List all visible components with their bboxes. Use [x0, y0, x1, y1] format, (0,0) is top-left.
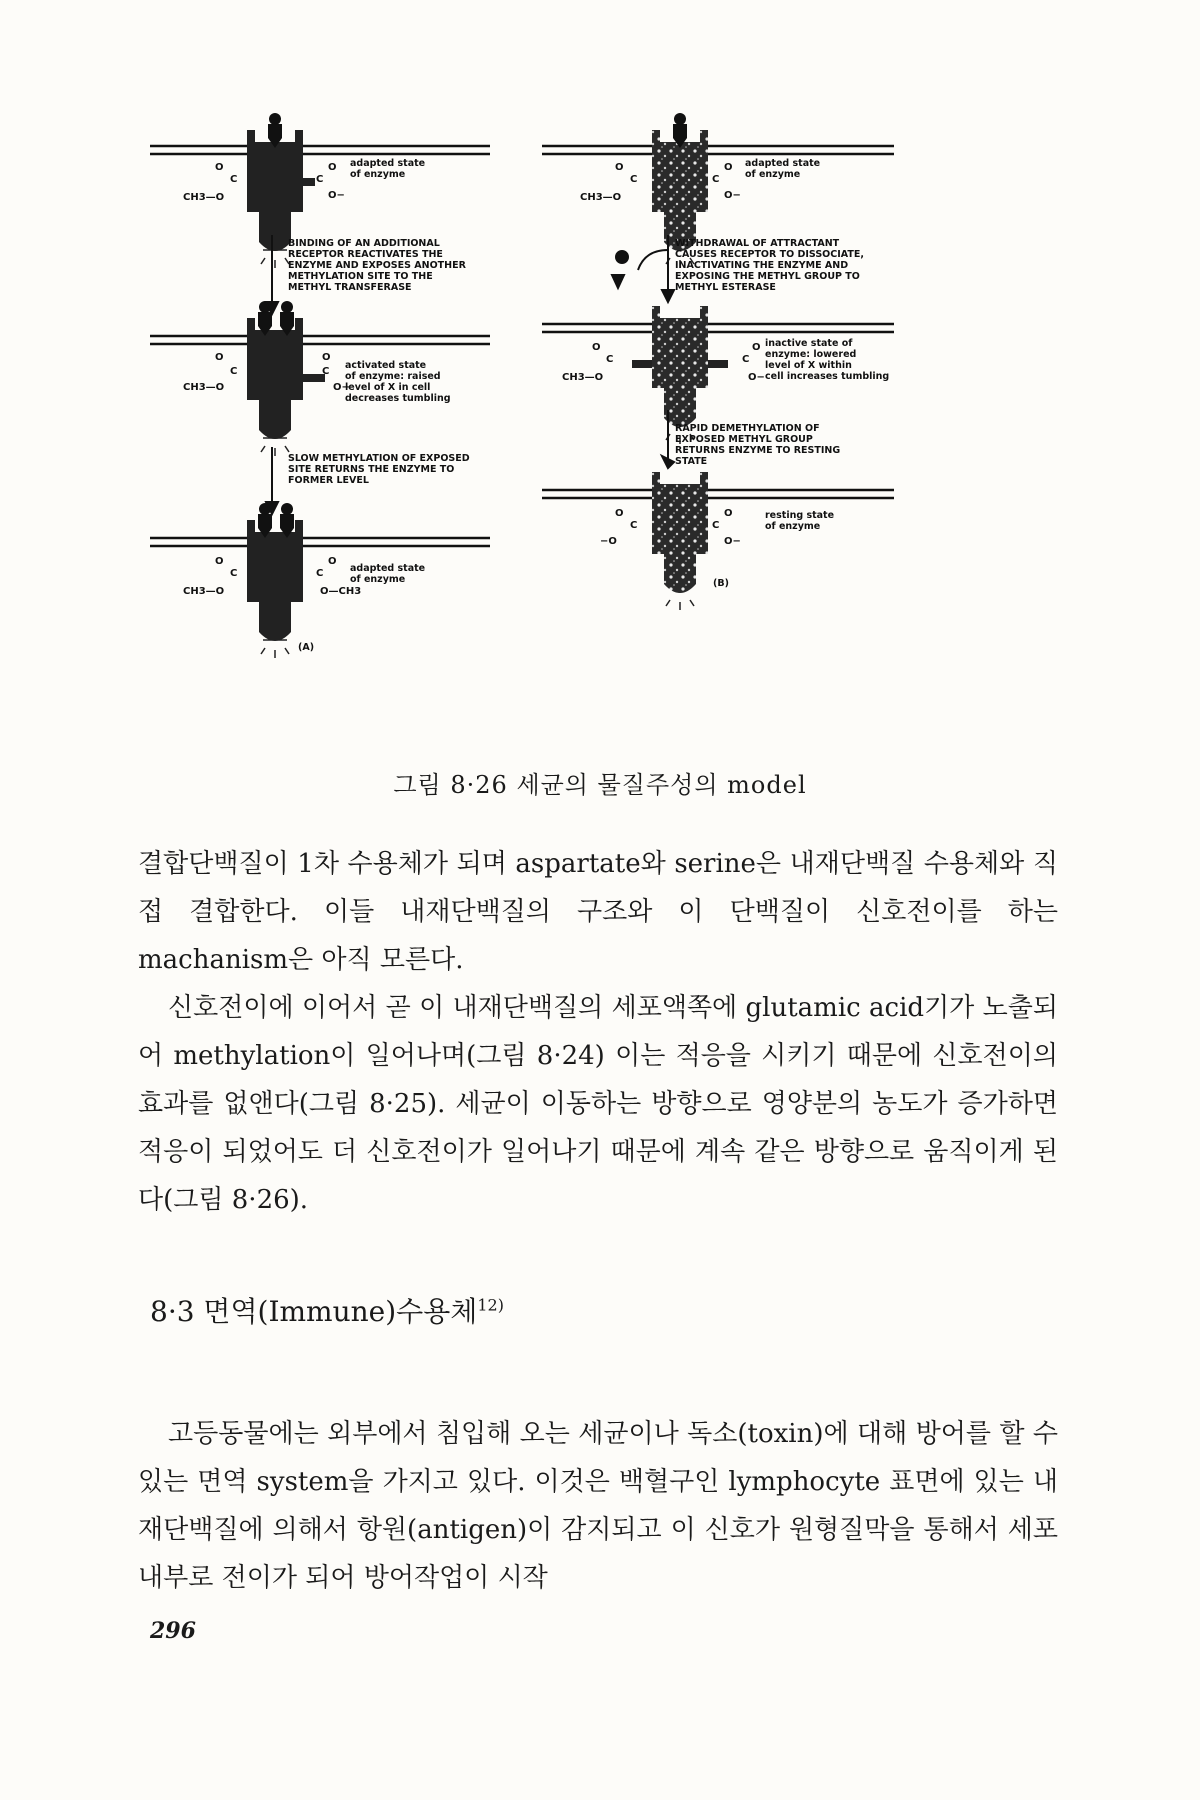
panel-a-state-3: adapted state of enzyme [350, 563, 426, 585]
chem-o: O [615, 508, 624, 519]
chem-o: O [322, 352, 331, 363]
chem-o: O [752, 342, 761, 353]
chem-o: O [328, 162, 337, 173]
section-heading-ref: 12) [477, 1295, 504, 1315]
chem-o-minus: O− [328, 190, 345, 201]
paragraph-1: 결합단백질이 1차 수용체가 되며 aspartate와 serine은 내재단백질 수용체와 직접 결합한다. 이들 내재단백질의 구조와 이 단백질이 신호전이를 하는 machanism은 아직 모른다. [138, 849, 1058, 975]
chem-ch3o: CH3—O [183, 382, 225, 393]
panel-b-enzyme-3 [652, 472, 708, 610]
chem-ch3o: CH3—O [580, 192, 622, 203]
chem-c: C [230, 568, 238, 579]
panel-b-state-1: adapted state of enzyme [745, 158, 821, 180]
chem-o-ch3: O—CH3 [320, 586, 362, 597]
chem-c: C [630, 520, 638, 531]
chem-o: O [328, 556, 337, 567]
chem-o: O [592, 342, 601, 353]
chem-c: C [230, 366, 238, 377]
chem-o: O [615, 162, 624, 173]
section-heading-text: 8·3 면역(Immune)수용체 [150, 1295, 478, 1328]
chem-c: C [742, 354, 750, 365]
panel-a-state-2: activated state of enzyme: raised level of X in cell decreases tumbling [345, 360, 451, 404]
panel-a-enzyme-3 [247, 503, 303, 658]
panel-a-membranes [150, 146, 490, 546]
panel-a-step-2: SLOW METHYLATION OF EXPOSED SITE RETURNS THE ENZYME TO FORMER LEVEL [288, 453, 470, 486]
figure-caption: 그림 8·26 세균의 물질주성의 model [393, 771, 807, 799]
chem-o: O [724, 162, 733, 173]
paragraph-2: 신호전이에 이어서 곧 이 내재단백질의 세포액쪽에 glutamic acid기가 노출되어 methylation이 일어나며(그림 8·24) 이는 적응을 시키기 때문에 신호전이의 효과를 없앤다(그림 8·25). 세균이 이동하는 방향으로 영양분의 농도가 증가하면 적응이 되었어도 더 신호전이가 일어나기 때문에 계속 같은 방향으로 움직이게 된다(그림 8·26). [138, 993, 1058, 1215]
paragraph-3: 고등동물에는 외부에서 침입해 오는 세균이나 독소(toxin)에 대해 방어를 할 수 있는 면역 system을 가지고 있다. 이것은 백혈구인 lymphocyte 표면에 있는 내재단백질에 의해서 항원(antigen)이 감지되고 이 신호가 원형질막을 통해서 세포 내부로 전이가 되어 방어작업이 시작 [138, 1419, 1058, 1593]
chem-minus-o: −O [600, 536, 617, 547]
chem-c: C [712, 174, 720, 185]
figure-drawing [150, 110, 1050, 760]
chem-o-minus: O− [748, 372, 765, 383]
section-heading [150, 1290, 504, 1330]
chem-c: C [316, 568, 324, 579]
panel-b-step-1: WITHDRAWAL OF ATTRACTANT CAUSES RECEPTOR TO DISSOCIATE, INACTIVATING THE ENZYME AND EXPOSING THE METHYL GROUP TO METHYL ESTERASE [675, 238, 864, 293]
panel-a-step-1: BINDING OF AN ADDITIONAL RECEPTOR REACTIVATES THE ENZYME AND EXPOSES ANOTHER METHYLATION SITE TO THE METHYL TRANSFERASE [288, 238, 466, 293]
panel-a-enzyme-2 [247, 301, 325, 456]
chem-o-minus: O− [724, 190, 741, 201]
chem-c: C [230, 174, 238, 185]
chem-ch3o: CH3—O [183, 586, 225, 597]
body-text-2 [138, 1410, 1058, 1602]
chem-ch3o: CH3—O [562, 372, 604, 383]
chem-o: O [724, 508, 733, 519]
chem-o: O [215, 556, 224, 567]
panel-a-label: (A) [298, 642, 315, 653]
page-number: 296 [150, 1618, 196, 1644]
body-text-1 [138, 840, 1058, 1224]
chem-o-minus: O− [724, 536, 741, 547]
panel-b-state-3: resting state of enzyme [765, 510, 835, 532]
chem-c: C [322, 366, 330, 377]
chem-o: O [215, 352, 224, 363]
panel-b-step-2: RAPID DEMETHYLATION OF EXPOSED METHYL GROUP RETURNS ENZYME TO RESTING STATE [675, 423, 841, 467]
chem-o: O [215, 162, 224, 173]
chem-c: C [316, 174, 324, 185]
chem-c: C [606, 354, 614, 365]
chem-c: C [712, 520, 720, 531]
chem-c: C [630, 174, 638, 185]
panel-b-label: (B) [713, 578, 729, 589]
panel-a-state-1: adapted state of enzyme [350, 158, 426, 180]
chem-ch3o: CH3—O [183, 192, 225, 203]
chemotaxis-figure [150, 110, 1050, 760]
panel-b-state-2: inactive state of enzyme: lowered level of X within cell increases tumbling [765, 338, 890, 382]
chem-o-minus: O− [333, 382, 350, 393]
